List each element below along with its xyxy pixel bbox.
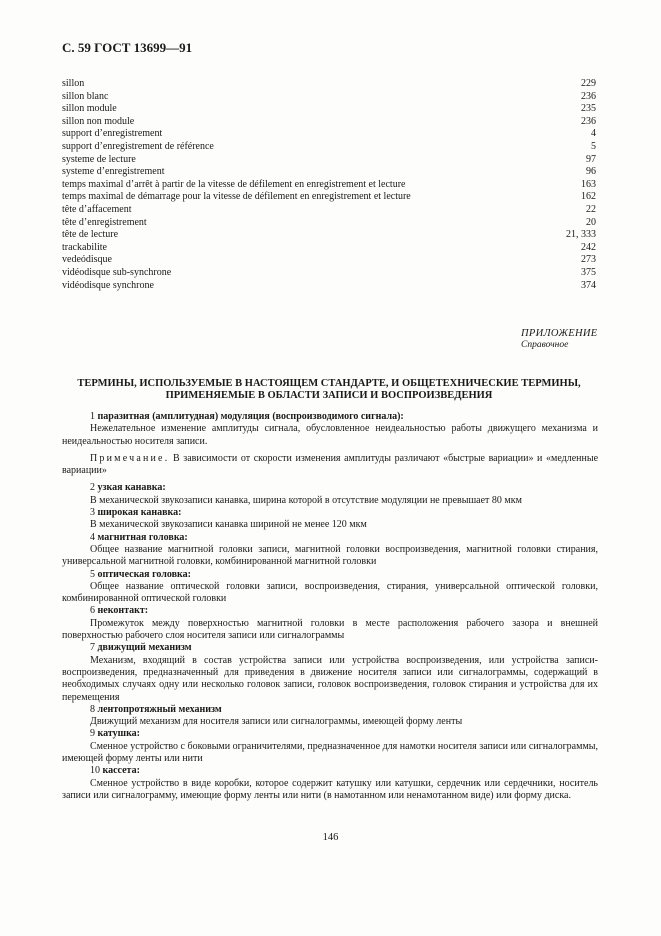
index-row — [62, 229, 596, 242]
index-page: 4 — [591, 128, 596, 140]
index-page: 20 — [586, 216, 596, 228]
index-row — [62, 154, 596, 167]
index-row — [62, 179, 596, 192]
term-name: лентопротяжный механизм — [97, 703, 222, 715]
term-name: магнитная головка: — [97, 531, 188, 543]
term-name: катушка: — [97, 728, 141, 740]
term-definition: Промежуток между поверхностью магнитной головки в месте расположения рабочего зазора и внешней поверхностью рабочего слоя носителя записи или сигналограммы — [62, 617, 598, 642]
term-definition: Общее название магнитной головки записи, магнитной головки воспроизведения, магнитной головки стирания, универсальной магнитной головки, комбинированной магнитной головки — [62, 543, 598, 568]
page-header: С. 59 ГОСТ 13699—91 — [62, 40, 193, 55]
index-page: 235 — [581, 103, 596, 115]
term-definition: Сменное устройство в виде коробки, которое содержит катушку или катушки, сердечник или сердечники, носитель записи или сигналограмму, имеющие форму ленты или нити (в намотанном или ненамотанном виде) или форму диска. — [62, 777, 598, 801]
index-row — [62, 103, 596, 116]
index-page: 22 — [586, 203, 596, 215]
note-label: Примечание. — [90, 452, 170, 464]
index-row — [62, 166, 596, 179]
term-number: 9 — [90, 728, 95, 740]
section-heading-line: ТЕРМИНЫ, ИСПОЛЬЗУЕМЫЕ В НАСТОЯЩЕМ СТАНДАРТЕ, И ОБЩЕТЕХНИЧЕСКИЕ ТЕРМИНЫ, — [77, 378, 581, 389]
term-name: оптическая головка: — [97, 568, 191, 580]
term-title — [62, 507, 598, 519]
note-paragraph — [62, 453, 598, 478]
term-definition: Сменное устройство с боковыми ограничителями, предназначенное для намотки носителя записи или сигналограммы, имеющей форму ленты или нити — [62, 740, 598, 765]
term-number: 2 — [90, 482, 95, 494]
index-term: systeme d’enregistrement — [62, 166, 165, 178]
term-title — [62, 569, 598, 581]
index-term: tête de lecture — [62, 229, 119, 241]
index-term: temps maximal de démarrage pour la vitesse de défilement en enregistrement et lecture — [62, 191, 411, 203]
index-term: sillon non module — [62, 115, 135, 127]
term-name: узкая канавка: — [97, 482, 166, 494]
index-term: sillon module — [62, 103, 117, 115]
term-name: движущий механизм — [97, 642, 192, 654]
index-page: 162 — [581, 191, 596, 203]
index-page: 236 — [581, 115, 596, 127]
term-title — [62, 411, 598, 423]
term-name: кассета: — [102, 765, 140, 777]
index-term: trackabilite — [62, 241, 107, 253]
term-number: 1 — [90, 411, 95, 422]
index-page: 97 — [586, 153, 596, 165]
term-index — [62, 78, 596, 292]
index-row — [62, 204, 596, 217]
term-title — [62, 532, 598, 544]
index-term: systeme de lecture — [62, 153, 136, 165]
term-name: неконтакт: — [97, 605, 149, 617]
index-page: 273 — [581, 254, 596, 266]
term-definition: Нежелательное изменение амплитуды сигнала, обусловленное неидеальностью работы движущего механизма и неидеальностью носителя записи. — [62, 423, 598, 447]
appendix-title: ПРИЛОЖЕНИЕ — [521, 328, 598, 339]
terms-body — [62, 411, 598, 802]
index-term: support d’enregistrement de référence — [62, 140, 214, 152]
term-title — [62, 765, 598, 777]
index-row — [62, 141, 596, 154]
index-page: 229 — [581, 78, 596, 89]
note-text: В зависимости от скорости изменения амплитуды различают «быстрые вариации» и «медленные вариации» — [62, 452, 599, 477]
index-row — [62, 191, 596, 204]
term-number: 6 — [90, 605, 95, 617]
term-name: паразитная (амплитудная) модуляция (воспроизводимого сигнала): — [97, 411, 404, 422]
index-page: 96 — [586, 166, 596, 178]
section-heading — [62, 378, 596, 402]
index-page: 242 — [581, 241, 596, 253]
appendix-label — [521, 328, 601, 350]
term-title — [62, 482, 598, 494]
term-number: 10 — [90, 765, 100, 777]
term-number: 5 — [90, 568, 95, 580]
index-page: 375 — [581, 266, 596, 278]
index-row — [62, 267, 596, 280]
term-number: 3 — [90, 507, 95, 519]
index-term: sillon blanc — [62, 90, 109, 102]
index-row — [62, 254, 596, 267]
index-term: sillon — [62, 78, 85, 89]
term-number: 4 — [90, 531, 95, 543]
appendix-subtitle: Справочное — [521, 340, 569, 350]
page-number: 146 — [322, 832, 339, 843]
index-row — [62, 128, 596, 141]
index-row — [62, 116, 596, 129]
index-page: 21, 333 — [566, 229, 596, 241]
index-term: temps maximal d’arrêt à partir de la vitesse de défilement en enregistrement et lecture — [62, 178, 406, 190]
term-title — [62, 728, 598, 740]
index-term: vedeódisque — [62, 254, 112, 266]
index-page: 374 — [581, 279, 596, 291]
term-definition: В механической звукозаписи канавка, ширина которой в отсутствие модуляции не превышает 80 мкм — [90, 494, 522, 506]
index-row — [62, 242, 596, 255]
index-row — [62, 217, 596, 230]
term-definition: В механической звукозаписи канавка шириной не менее 120 мкм — [90, 519, 367, 531]
index-term: tête d’affacement — [62, 203, 132, 215]
index-term: vidéodisque synchrone — [62, 279, 154, 291]
term-definition: Общее название оптической головки записи, воспроизведения, стирания, универсальной оптической головки, комбинированной оптической головки — [62, 580, 598, 605]
index-term: vidéodisque sub-synchrone — [62, 266, 172, 278]
term-title — [62, 704, 598, 716]
term-number: 7 — [90, 642, 95, 654]
index-row — [62, 91, 596, 104]
index-page: 236 — [581, 90, 596, 102]
index-row — [62, 78, 596, 91]
term-title — [62, 605, 598, 617]
term-number: 8 — [90, 703, 95, 715]
index-term: tête d’enregistrement — [62, 216, 147, 228]
index-page: 5 — [591, 140, 596, 152]
index-page: 163 — [581, 178, 596, 190]
index-row — [62, 280, 596, 293]
term-definition: Движущий механизм для носителя записи или сигналограммы, имеющей форму ленты — [90, 716, 463, 728]
section-heading-line: ПРИМЕНЯЕМЫЕ В ОБЛАСТИ ЗАПИСИ И ВОСПРОИЗВЕДЕНИЯ — [165, 390, 493, 401]
term-definition: Механизм, входящий в состав устройства записи или устройства воспроизведения, или устройства записи-воспроизведения, предназначенный для приведения в движение носителя записи или сигналограммы, содержащий в необходимых случаях одну или несколько головок записи, головок воспроизведения, головок стирания и устройства для их перемещения — [62, 654, 598, 703]
term-name: широкая канавка: — [97, 507, 182, 519]
index-term: support d’enregistrement — [62, 128, 163, 140]
term-title — [62, 642, 598, 654]
